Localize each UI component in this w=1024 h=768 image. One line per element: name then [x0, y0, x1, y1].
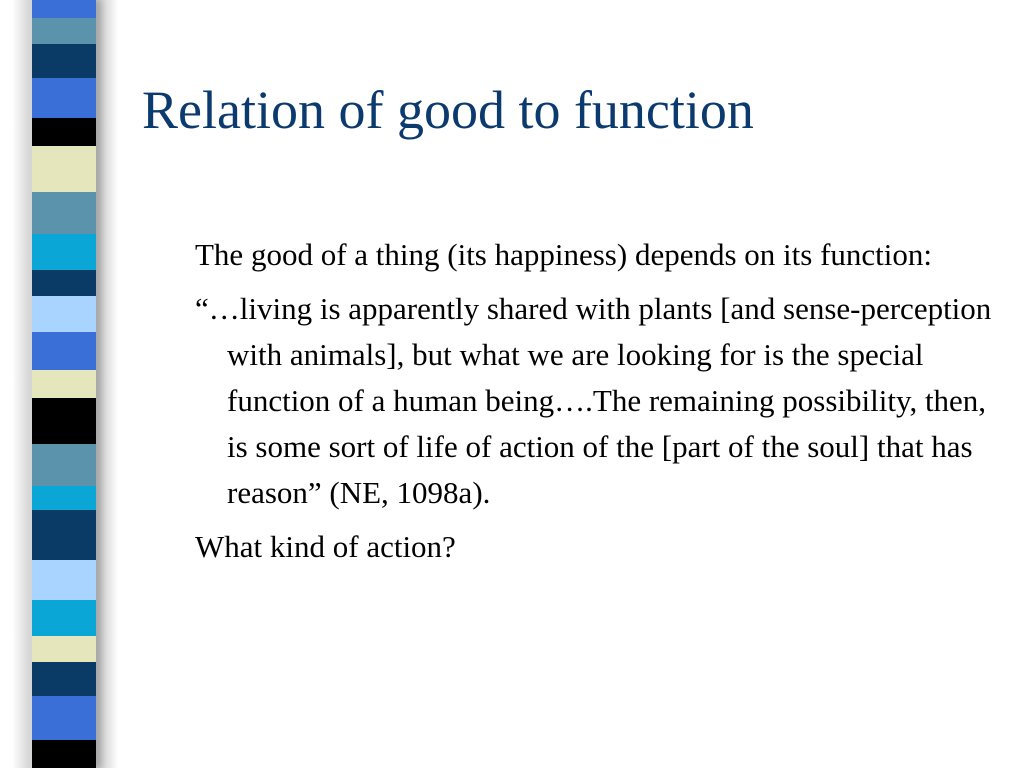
body-paragraph: The good of a thing (its happiness) depends on its function: — [195, 237, 932, 272]
stripe-segment — [32, 296, 96, 332]
stripe-segment — [32, 600, 96, 636]
stripe-segment — [32, 44, 96, 78]
stripe-segment — [32, 662, 96, 696]
stripe-segment — [32, 444, 96, 486]
stripe-segment — [32, 740, 96, 768]
stripe-segment — [32, 234, 96, 270]
stripe-segment — [32, 636, 96, 662]
body-paragraph: What kind of action? — [195, 529, 456, 564]
stripe-segment — [32, 486, 96, 510]
stripe-segment — [32, 696, 96, 740]
stripe-segment — [32, 18, 96, 44]
slide-body — [195, 232, 995, 578]
stripe-segment — [32, 192, 96, 234]
body-paragraph-quote: “…living is apparently shared with plants [and sense-perception with animals], but what we are looking for is the special function of a human being….The remaining possibility, then, is some sort of life of action of the [part of the soul] that has reason” (NE, 1098a). — [195, 291, 992, 510]
stripe-segment — [32, 0, 96, 18]
stripe-segment — [32, 78, 96, 118]
stripe-segment — [32, 560, 96, 600]
stripe-segment — [32, 370, 96, 398]
stripe-segment — [32, 332, 96, 370]
stripe-segment — [32, 118, 96, 146]
slide-title: Relation of good to function — [142, 80, 754, 140]
stripe-segment — [32, 146, 96, 192]
stripe-segment — [32, 398, 96, 444]
stripe-segment — [32, 510, 96, 560]
stripe-segment — [32, 270, 96, 296]
decorative-color-stripe — [32, 0, 96, 768]
